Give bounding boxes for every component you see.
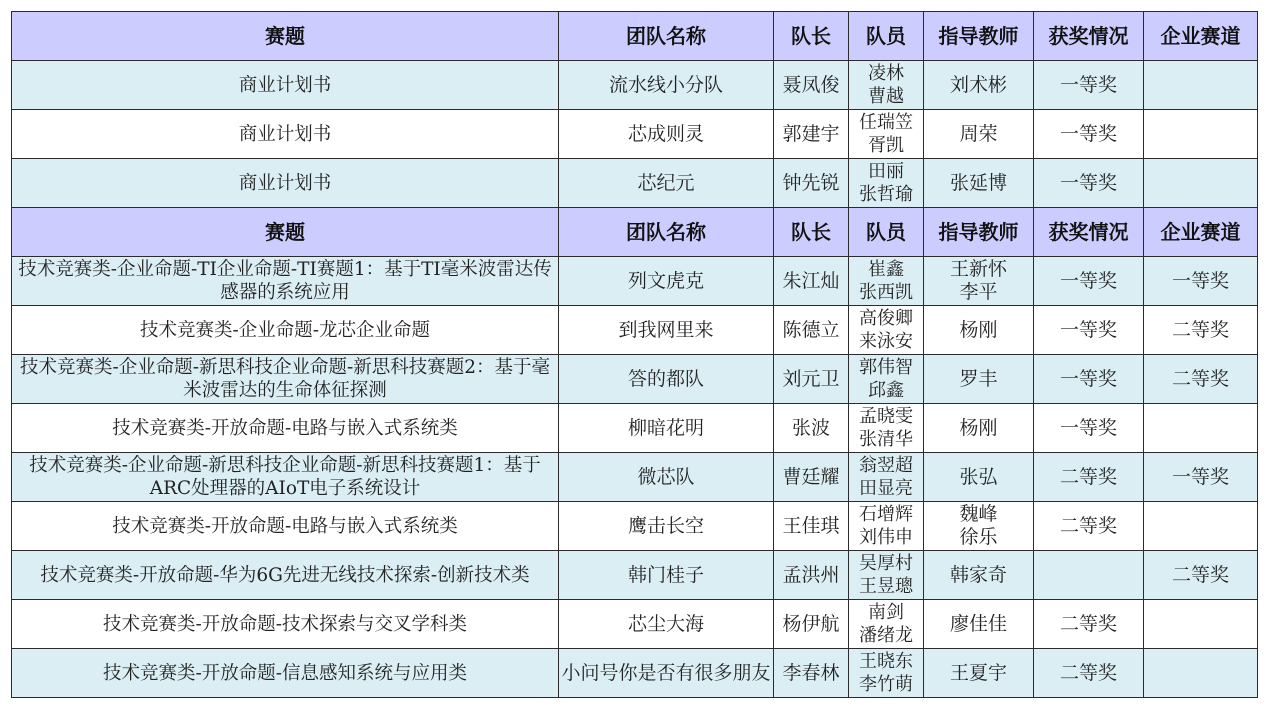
- award-cell: 二等奖: [1034, 453, 1144, 502]
- header-cell-event: 赛题: [12, 12, 559, 61]
- name-line: 周荣: [959, 122, 998, 145]
- teacher-cell: [924, 159, 1034, 208]
- award-table: [11, 11, 1258, 698]
- award-cell: 二等奖: [1034, 502, 1144, 551]
- award-cell: 一等奖: [1034, 306, 1144, 355]
- name-line: 刘术彬: [949, 73, 1007, 96]
- award-cell: 二等奖: [1034, 600, 1144, 649]
- name-line: 王昱璁: [859, 576, 913, 597]
- name-line: 张延博: [949, 171, 1007, 194]
- name-line: 李竹萌: [859, 674, 913, 695]
- award-cell: 一等奖: [1034, 61, 1144, 110]
- track-cell: 一等奖: [1144, 453, 1258, 502]
- header-row: [12, 12, 1258, 61]
- event-cell: 商业计划书: [12, 110, 559, 159]
- name-line: 凌林: [868, 63, 904, 84]
- award-cell: 一等奖: [1034, 159, 1144, 208]
- teacher-cell: [924, 453, 1034, 502]
- team-cell: 芯成则灵: [559, 110, 774, 159]
- name-line: 胥凯: [868, 135, 904, 156]
- name-line: 曹越: [868, 86, 904, 107]
- captain-cell: 张波: [774, 404, 849, 453]
- award-cell: [1034, 551, 1144, 600]
- members-cell: [849, 404, 924, 453]
- captain-cell: 李春林: [774, 649, 849, 698]
- name-line: 王新怀: [949, 258, 1007, 280]
- event-cell: 技术竞赛类-开放命题-电路与嵌入式系统类: [12, 502, 559, 551]
- award-cell: 二等奖: [1034, 649, 1144, 698]
- track-cell: 二等奖: [1144, 355, 1258, 404]
- track-cell: 二等奖: [1144, 306, 1258, 355]
- teacher-cell: [924, 306, 1034, 355]
- name-line: 廖佳佳: [949, 612, 1007, 635]
- captain-cell: 朱江灿: [774, 257, 849, 306]
- members-cell: [849, 551, 924, 600]
- name-line: 罗丰: [959, 367, 998, 390]
- team-cell: 芯纪元: [559, 159, 774, 208]
- team-cell: 答的都队: [559, 355, 774, 404]
- team-cell: 微芯队: [559, 453, 774, 502]
- header-cell-captain: 队长: [774, 208, 849, 257]
- teacher-cell: [924, 649, 1034, 698]
- members-cell: [849, 110, 924, 159]
- table-row: [12, 600, 1258, 649]
- name-line: 石增辉: [859, 504, 913, 525]
- award-cell: 一等奖: [1034, 257, 1144, 306]
- teacher-cell: [924, 600, 1034, 649]
- header-cell-members: 队员: [849, 208, 924, 257]
- teacher-cell: [924, 404, 1034, 453]
- table-body: [12, 12, 1258, 698]
- header-cell-teacher: 指导教师: [924, 12, 1034, 61]
- event-cell: 技术竞赛类-企业命题-新思科技企业命题-新思科技赛题2：基于毫米波雷达的生命体征探测: [12, 355, 559, 404]
- name-line: 高俊卿: [859, 308, 913, 329]
- header-cell-captain: 队长: [774, 12, 849, 61]
- track-cell: 一等奖: [1144, 257, 1258, 306]
- members-cell: [849, 306, 924, 355]
- event-cell: 技术竞赛类-开放命题-电路与嵌入式系统类: [12, 404, 559, 453]
- table-row: [12, 355, 1258, 404]
- captain-cell: 聂凤俊: [774, 61, 849, 110]
- award-cell: 一等奖: [1034, 355, 1144, 404]
- table-row: [12, 453, 1258, 502]
- table-row: [12, 110, 1258, 159]
- header-cell-members: 队员: [849, 12, 924, 61]
- table-row: [12, 551, 1258, 600]
- name-line: 张哲瑜: [859, 184, 913, 205]
- event-cell: 技术竞赛类-企业命题-龙芯企业命题: [12, 306, 559, 355]
- name-line: 王夏宇: [949, 661, 1007, 684]
- team-cell: 柳暗花明: [559, 404, 774, 453]
- event-cell: 技术竞赛类-开放命题-华为6G先进无线技术探索-创新技术类: [12, 551, 559, 600]
- name-line: 崔鑫: [868, 259, 904, 280]
- teacher-cell: [924, 551, 1034, 600]
- header-cell-track: 企业赛道: [1144, 12, 1258, 61]
- name-line: 魏峰: [959, 503, 998, 525]
- captain-cell: 刘元卫: [774, 355, 849, 404]
- captain-cell: 陈德立: [774, 306, 849, 355]
- captain-cell: 王佳琪: [774, 502, 849, 551]
- name-line: 来泳安: [859, 331, 913, 352]
- name-line: 孟晓雯: [859, 406, 913, 427]
- members-cell: [849, 159, 924, 208]
- header-row: [12, 208, 1258, 257]
- track-cell: [1144, 502, 1258, 551]
- table-row: [12, 306, 1258, 355]
- members-cell: [849, 355, 924, 404]
- name-line: 张西凯: [859, 282, 913, 303]
- event-cell: 技术竞赛类-开放命题-信息感知系统与应用类: [12, 649, 559, 698]
- name-line: 韩家奇: [949, 563, 1007, 586]
- table-row: [12, 257, 1258, 306]
- name-line: 王晓东: [859, 651, 913, 672]
- team-cell: 到我网里来: [559, 306, 774, 355]
- teacher-cell: [924, 355, 1034, 404]
- table-row: [12, 159, 1258, 208]
- header-cell-award: 获奖情况: [1034, 208, 1144, 257]
- name-line: 翁翌超: [859, 455, 913, 476]
- team-cell: 小问号你是否有很多朋友: [559, 649, 774, 698]
- track-cell: [1144, 159, 1258, 208]
- members-cell: [849, 649, 924, 698]
- team-cell: 芯尘大海: [559, 600, 774, 649]
- teacher-cell: [924, 110, 1034, 159]
- name-line: 张清华: [859, 429, 913, 450]
- table-row: [12, 649, 1258, 698]
- captain-cell: 钟先锐: [774, 159, 849, 208]
- header-cell-event: 赛题: [12, 208, 559, 257]
- header-cell-award: 获奖情况: [1034, 12, 1144, 61]
- track-cell: [1144, 649, 1258, 698]
- event-cell: 商业计划书: [12, 61, 559, 110]
- members-cell: [849, 257, 924, 306]
- members-cell: [849, 453, 924, 502]
- captain-cell: 杨伊航: [774, 600, 849, 649]
- event-cell: 技术竞赛类-企业命题-新思科技企业命题-新思科技赛题1：基于ARC处理器的AIoT电子系统设计: [12, 453, 559, 502]
- captain-cell: 孟洪州: [774, 551, 849, 600]
- table-row: [12, 61, 1258, 110]
- track-cell: [1144, 404, 1258, 453]
- team-cell: 韩门桂子: [559, 551, 774, 600]
- members-cell: [849, 502, 924, 551]
- event-cell: 技术竞赛类-开放命题-技术探索与交叉学科类: [12, 600, 559, 649]
- name-line: 杨刚: [959, 318, 998, 341]
- name-line: 南剑: [868, 602, 904, 623]
- teacher-cell: [924, 61, 1034, 110]
- team-cell: 流水线小分队: [559, 61, 774, 110]
- event-cell: 技术竞赛类-企业命题-TI企业命题-TI赛题1：基于TI毫米波雷达传感器的系统应用: [12, 257, 559, 306]
- name-line: 张弘: [959, 465, 998, 488]
- track-cell: [1144, 600, 1258, 649]
- award-cell: 一等奖: [1034, 110, 1144, 159]
- header-cell-track: 企业赛道: [1144, 208, 1258, 257]
- name-line: 刘伟申: [859, 527, 913, 548]
- team-cell: 列文虎克: [559, 257, 774, 306]
- teacher-cell: [924, 502, 1034, 551]
- captain-cell: 郭建宇: [774, 110, 849, 159]
- members-cell: [849, 600, 924, 649]
- name-line: 徐乐: [959, 526, 998, 548]
- name-line: 潘绪龙: [859, 625, 913, 646]
- name-line: 田显亮: [859, 478, 913, 499]
- team-cell: 鹰击长空: [559, 502, 774, 551]
- header-cell-teacher: 指导教师: [924, 208, 1034, 257]
- name-line: 吴厚村: [859, 553, 913, 574]
- name-line: 田丽: [868, 161, 904, 182]
- members-cell: [849, 61, 924, 110]
- table-row: [12, 502, 1258, 551]
- track-cell: 二等奖: [1144, 551, 1258, 600]
- event-cell: 商业计划书: [12, 159, 559, 208]
- name-line: 邱鑫: [868, 380, 904, 401]
- captain-cell: 曹廷耀: [774, 453, 849, 502]
- track-cell: [1144, 61, 1258, 110]
- name-line: 李平: [959, 281, 998, 303]
- name-line: 郭伟智: [859, 357, 913, 378]
- table-row: [12, 404, 1258, 453]
- name-line: 任瑞笠: [859, 112, 913, 133]
- header-cell-team: 团队名称: [559, 12, 774, 61]
- teacher-cell: [924, 257, 1034, 306]
- award-cell: 一等奖: [1034, 404, 1144, 453]
- track-cell: [1144, 110, 1258, 159]
- header-cell-team: 团队名称: [559, 208, 774, 257]
- name-line: 杨刚: [959, 416, 998, 439]
